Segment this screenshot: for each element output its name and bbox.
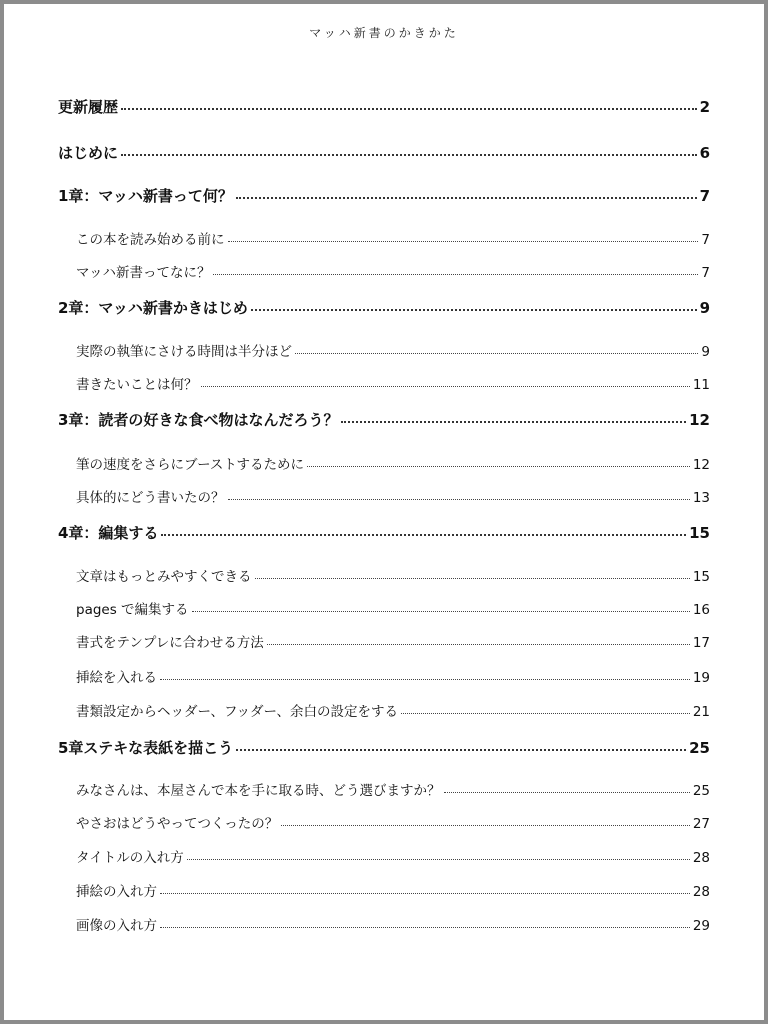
toc-chapter-3[interactable] <box>58 409 710 430</box>
dot-leader <box>255 578 690 579</box>
dot-leader <box>160 927 690 928</box>
toc-page-number: 7 <box>701 265 710 281</box>
dot-leader <box>401 713 690 714</box>
toc-entry-title: 画像の入れ方 <box>76 918 157 934</box>
document-page <box>4 4 764 1020</box>
dot-leader <box>341 421 686 423</box>
running-header: マッハ新書のかきかた <box>309 26 459 40</box>
toc-entry-title: pages で編集する <box>76 602 189 618</box>
toc-chapter-1[interactable] <box>58 185 710 206</box>
toc-section[interactable] <box>76 812 710 832</box>
dot-leader <box>281 825 690 826</box>
toc-section[interactable] <box>76 631 710 651</box>
toc-chapter-intro[interactable] <box>58 142 710 163</box>
toc-page-number: 25 <box>692 783 710 799</box>
toc-entry-title: 書式をテンプレに合わせる方法 <box>76 635 264 651</box>
toc-page-number: 9 <box>699 299 710 317</box>
toc-chapter-changelog[interactable] <box>58 96 710 117</box>
dot-leader <box>121 154 697 156</box>
toc-entry-title: 3章：読者の好きな食べ物はなんだろう？ <box>58 411 339 429</box>
toc-section[interactable] <box>76 846 710 866</box>
toc-entry-title: 4章：編集する <box>58 524 159 542</box>
toc-page-number: 21 <box>692 704 710 720</box>
toc-page-number: 19 <box>692 670 710 686</box>
toc-entry-title: やさおはどうやってつくったの？ <box>76 816 279 832</box>
toc-entry-title: マッハ新書ってなに？ <box>76 265 211 281</box>
toc-page-number: 28 <box>692 884 710 900</box>
toc-section[interactable] <box>76 373 710 393</box>
toc-entry-title: 書類設定からヘッダー、フッダー、余白の設定をする <box>76 704 398 720</box>
toc-page-number: 12 <box>692 457 710 473</box>
toc-entry-title: はじめに <box>58 144 119 162</box>
dot-leader <box>267 644 690 645</box>
toc-section[interactable] <box>76 914 710 934</box>
toc-section[interactable] <box>76 666 710 686</box>
toc-entry-title: 1章：マッハ新書って何？ <box>58 187 233 205</box>
toc-page-number: 15 <box>692 569 710 585</box>
toc-entry-title: 文章はもっとみやすくできる <box>76 569 252 585</box>
toc-page-number: 9 <box>701 344 710 360</box>
dot-leader <box>295 353 698 354</box>
toc-page-number: 7 <box>701 232 710 248</box>
toc-page-number: 16 <box>692 602 710 618</box>
toc-page-number: 7 <box>699 187 710 205</box>
toc-entry-title: みなさんは、本屋さんで本を手に取る時、どう選びますか？ <box>76 783 441 799</box>
toc-entry-title: この本を読み始める前に <box>76 232 225 248</box>
dot-leader <box>228 241 699 242</box>
toc-entry-title: 挿絵の入れ方 <box>76 884 157 900</box>
toc-section[interactable] <box>76 700 710 720</box>
toc-page-number: 2 <box>699 98 710 116</box>
toc-entry-title: 挿絵を入れる <box>76 670 157 686</box>
toc-section[interactable] <box>76 228 710 248</box>
toc-page-number: 27 <box>692 816 710 832</box>
toc-page-number: 17 <box>692 635 710 651</box>
toc-section[interactable] <box>76 880 710 900</box>
toc-entry-title: 筆の速度をさらにブーストするために <box>76 457 305 473</box>
toc-page-number: 6 <box>699 144 710 162</box>
toc-section[interactable] <box>76 453 710 473</box>
dot-leader <box>236 197 697 199</box>
dot-leader <box>161 534 686 536</box>
toc-section[interactable] <box>76 779 710 799</box>
toc-page-number: 25 <box>689 739 710 757</box>
dot-leader <box>251 309 697 311</box>
toc-entry-title: 具体的にどう書いたの？ <box>76 490 225 506</box>
toc-entry-title: タイトルの入れ方 <box>76 850 184 866</box>
toc-section[interactable] <box>76 598 710 618</box>
dot-leader <box>160 893 690 894</box>
dot-leader <box>236 749 686 751</box>
toc-chapter-5[interactable] <box>58 737 710 758</box>
dot-leader <box>444 792 690 793</box>
toc-page-number: 13 <box>692 490 710 506</box>
toc-section[interactable] <box>76 565 710 585</box>
dot-leader <box>201 386 690 387</box>
dot-leader <box>213 274 698 275</box>
dot-leader <box>307 466 690 467</box>
toc-entry-title: 5章ステキな表紙を描こう <box>58 739 234 757</box>
toc-chapter-4[interactable] <box>58 522 710 543</box>
toc-page-number: 15 <box>689 524 710 542</box>
toc-page-number: 29 <box>692 918 710 934</box>
toc-section[interactable] <box>76 486 710 506</box>
toc-page-number: 12 <box>689 411 710 429</box>
toc-entry-title: 実際の執筆にさける時間は半分ほど <box>76 344 292 360</box>
dot-leader <box>160 679 690 680</box>
dot-leader <box>121 108 697 110</box>
toc-section[interactable] <box>76 261 710 281</box>
dot-leader <box>228 499 690 500</box>
dot-leader <box>192 611 690 612</box>
toc-section[interactable] <box>76 340 710 360</box>
toc-chapter-2[interactable] <box>58 297 710 318</box>
toc-entry-title: 書きたいことは何？ <box>76 377 198 393</box>
dot-leader <box>187 859 690 860</box>
toc-entry-title: 2章：マッハ新書かきはじめ <box>58 299 248 317</box>
toc-entry-title: 更新履歴 <box>58 98 119 116</box>
toc-page-number: 28 <box>692 850 710 866</box>
toc-page-number: 11 <box>692 377 710 393</box>
